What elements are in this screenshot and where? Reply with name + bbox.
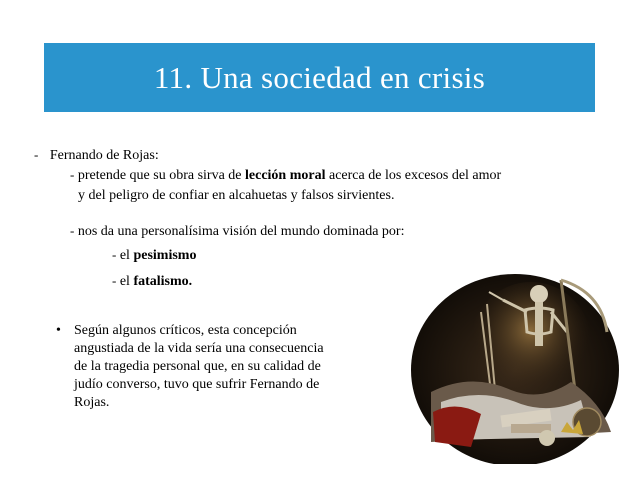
bullet-text [74,322,386,412]
sub-point-fatalismo [112,272,192,291]
bullet-line: Según algunos críticos, esta concepción [74,323,297,338]
dash-marker: - [112,273,117,288]
author-heading [34,146,159,165]
bullet-line: angustiada de la vida sería una consecuencia [74,341,324,356]
sub-point-1-pre: el [119,248,134,263]
point-1-bold: lección moral [245,168,326,183]
point-1-line-1 [70,166,501,185]
bullet-dot: • [56,323,61,338]
bullet-line: judío converso, tuvo que sufrir Fernando de [74,377,320,392]
sub-point-2-pre: el [119,274,134,289]
bullet-paragraph [56,322,386,412]
slide-title: 11. Una sociedad en crisis [153,59,486,95]
sub-point-pesimismo [112,246,196,265]
dash-marker: - [34,147,39,162]
dash-marker: - [70,223,75,238]
sub-point-2-bold: fatalismo. [133,274,193,289]
vanitas-painting [411,272,619,464]
author-label: Fernando de Rojas: [49,148,159,163]
point-2-line [70,222,404,241]
dash-marker: - [112,247,117,262]
point-1-line-2: y del peligro de confiar en alcahuetas y falsos sirvientes. [78,188,395,203]
sub-point-1-bold: pesimismo [133,248,197,263]
dash-marker: - [70,167,75,182]
bullet-line: Rojas. [74,395,110,410]
title-banner [44,43,595,112]
point-2-text: nos da una personalísima visión del mundo dominada por: [77,224,405,239]
point-1-text-post: acerca de los excesos del amor [325,168,502,183]
point-1-text-pre: pretende que su obra sirva de [77,168,246,183]
bullet-line: de la tragedia personal que, en su calidad de [74,359,321,374]
skeleton-painting-image [411,272,619,464]
